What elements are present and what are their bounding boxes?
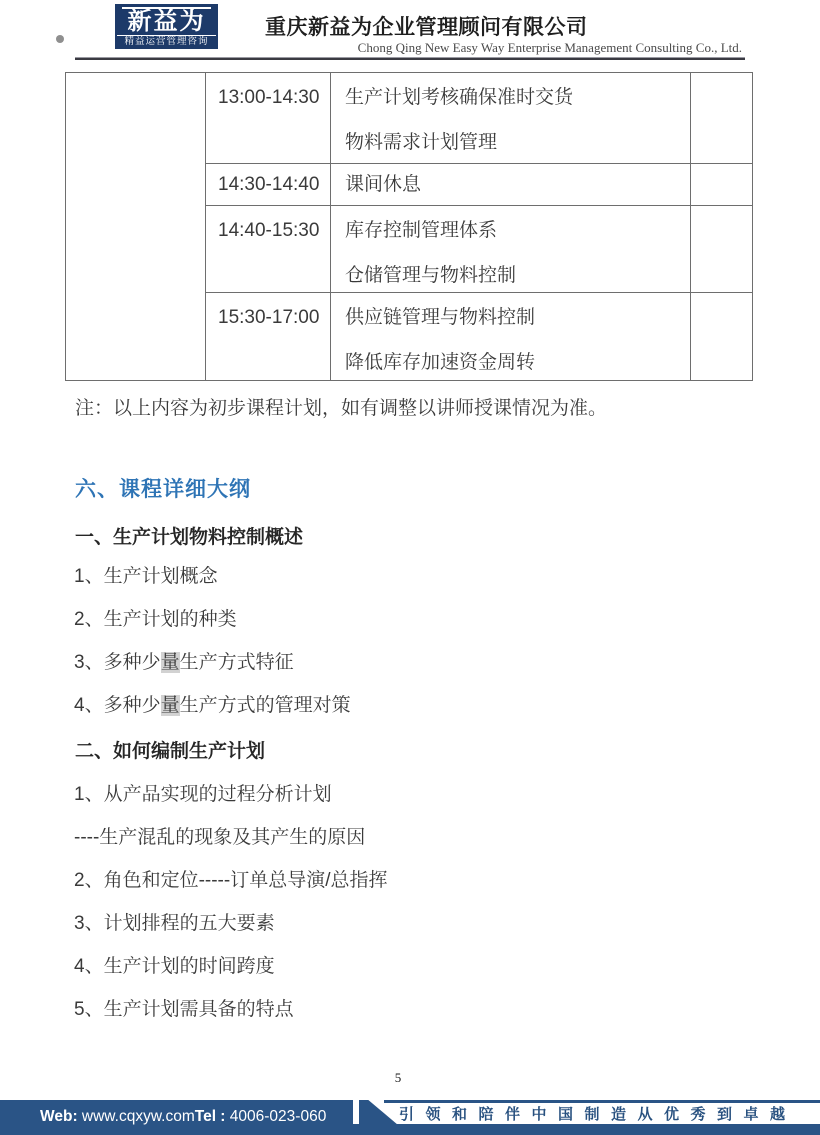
outline-item: ----生产混乱的现象及其产生的原因 bbox=[74, 827, 366, 848]
section-title: 六、课程详细大纲 bbox=[75, 478, 251, 501]
course-line: 仓储管理与物料控制 bbox=[345, 265, 517, 286]
course-line: 生产计划考核确保准时交货 bbox=[345, 87, 574, 108]
course-line: 降低库存加速资金周转 bbox=[345, 352, 536, 373]
page-number: 5 bbox=[394, 1070, 402, 1085]
course-schedule-table bbox=[65, 72, 753, 381]
outline-item: 5、生产计划需具备的特点 bbox=[74, 999, 294, 1020]
company-logo bbox=[115, 4, 218, 49]
logo-tagline: 精益运营管理咨询 bbox=[117, 35, 216, 48]
time-text: 15:30-17:00 bbox=[218, 307, 320, 328]
note-text: 注：以上内容为初步课程计划，如有调整以讲师授课情况为准。 bbox=[75, 398, 608, 419]
course-cell bbox=[331, 164, 691, 206]
outline1-heading: 一、生产计划物料控制概述 bbox=[75, 527, 304, 548]
outline-item: 1、从产品实现的过程分析计划 bbox=[74, 784, 332, 805]
course-line: 供应链管理与物料控制 bbox=[345, 307, 536, 328]
outline-item: 2、生产计划的种类 bbox=[74, 609, 237, 630]
table-cell-right-blank bbox=[691, 206, 753, 293]
outline-item: 3、计划排程的五大要素 bbox=[74, 913, 275, 934]
table-cell-right-blank bbox=[691, 293, 753, 381]
outline-item: 2、角色和定位-----订单总导演/总指挥 bbox=[74, 870, 388, 891]
time-text: 14:40-15:30 bbox=[218, 220, 320, 241]
outline-item: 3、多种少量生产方式特征 bbox=[74, 652, 294, 673]
company-name-en: Chong Qing New Easy Way Enterprise Management Consulting Co., Ltd. bbox=[357, 40, 742, 55]
header-divider bbox=[75, 57, 745, 60]
web-label: Web: bbox=[40, 1108, 78, 1125]
highlighted-char: 量 bbox=[160, 695, 180, 716]
time-text: 14:30-14:40 bbox=[218, 174, 320, 195]
bullet-dot-icon bbox=[56, 35, 64, 43]
time-cell bbox=[206, 73, 331, 164]
course-cell bbox=[331, 293, 691, 381]
outline2-heading: 二、如何编制生产计划 bbox=[75, 741, 266, 762]
time-cell bbox=[206, 206, 331, 293]
course-cell bbox=[331, 206, 691, 293]
time-cell bbox=[206, 293, 331, 381]
course-line: 库存控制管理体系 bbox=[345, 220, 498, 241]
table-cell-left-blank bbox=[66, 73, 206, 381]
table-cell-right-blank bbox=[691, 164, 753, 206]
outline-item: 4、生产计划的时间跨度 bbox=[74, 956, 275, 977]
logo-name: 新益为 bbox=[127, 8, 206, 35]
course-cell bbox=[331, 73, 691, 164]
tel-label: Tel : bbox=[194, 1108, 230, 1125]
course-line: 物料需求计划管理 bbox=[345, 132, 498, 153]
outline-item: 1、生产计划概念 bbox=[74, 566, 218, 587]
company-name-cn: 重庆新益为企业管理顾问有限公司 bbox=[265, 16, 588, 39]
footer-slogan: 引领和陪伴中国制造从优秀到卓越 bbox=[399, 1106, 797, 1123]
highlighted-char: 量 bbox=[160, 652, 180, 673]
web-value: www.cqxyw.com bbox=[77, 1108, 195, 1125]
footer-contact-banner bbox=[0, 1100, 353, 1135]
course-line: 课间休息 bbox=[345, 174, 422, 195]
time-cell bbox=[206, 164, 331, 206]
table-cell-right-blank bbox=[691, 73, 753, 164]
footer-diagonal-shape bbox=[359, 1100, 398, 1125]
time-text: 13:00-14:30 bbox=[218, 87, 320, 108]
footer-contact bbox=[0, 1100, 353, 1134]
tel-value: 4006-023-060 bbox=[229, 1108, 327, 1125]
outline-item: 4、多种少量生产方式的管理对策 bbox=[74, 695, 351, 716]
